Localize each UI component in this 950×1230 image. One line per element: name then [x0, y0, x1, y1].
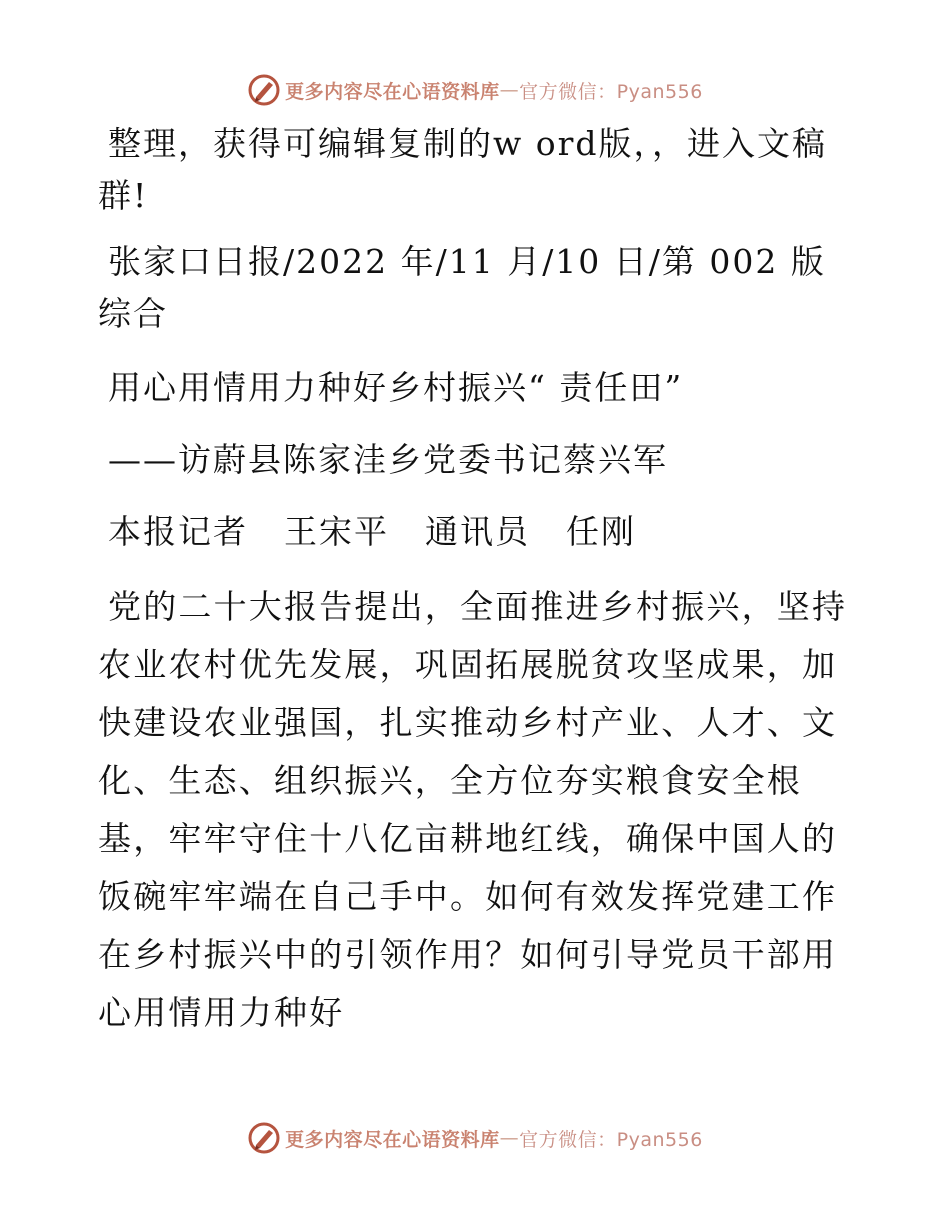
headline: 用心用情用力种好乡村振兴“ 责任田”	[108, 368, 684, 407]
intro-line: 整理，获得可编辑复制的w ord版，，进入文稿群!	[98, 124, 828, 215]
reporter-label: 本报记者	[108, 512, 248, 551]
pen-logo-icon	[247, 1121, 281, 1155]
watermark-promo-text: 更多内容尽在心语资料库	[285, 1128, 500, 1151]
reporter-name: 王宋平	[284, 512, 389, 551]
body-paragraph: 党的二十大报告提出，全面推进乡村振兴，坚持农业农村优先发展，巩固拓展脱贫攻坚成果，加快建设农业强国，扎实推动乡村产业、人才、文化、生态、组织振兴，全方位夯实粮食安全根基，牢牢守住十八亿亩耕地红线，确保中国人的饭碗牢牢端在自己手中。如何有效发挥党建工作在乡村振兴中的引领作用？如何引导党员干部用心用情用力种好	[98, 587, 848, 1032]
subheadline: ——访蔚县陈家洼乡党委书记蔡兴军	[108, 440, 668, 479]
watermark-banner-top	[0, 70, 950, 110]
pen-logo-icon	[247, 73, 281, 107]
watermark-separator: —	[499, 79, 520, 101]
watermark-promo-text: 更多内容尽在心语资料库	[285, 80, 500, 103]
byline	[98, 506, 858, 558]
source-line: 张家口日报/2022 年/11 月/10 日/第 002 版综合	[98, 242, 826, 333]
correspondent-name: 任刚	[566, 512, 636, 551]
correspondent-label: 通讯员	[425, 512, 530, 551]
document-content	[98, 118, 858, 1042]
watermark-wechat-text: 官方微信：Pyan556	[519, 1128, 703, 1151]
watermark-separator: —	[499, 1127, 520, 1149]
watermark-banner-bottom	[0, 1118, 950, 1158]
watermark-wechat-text: 官方微信：Pyan556	[519, 80, 703, 103]
